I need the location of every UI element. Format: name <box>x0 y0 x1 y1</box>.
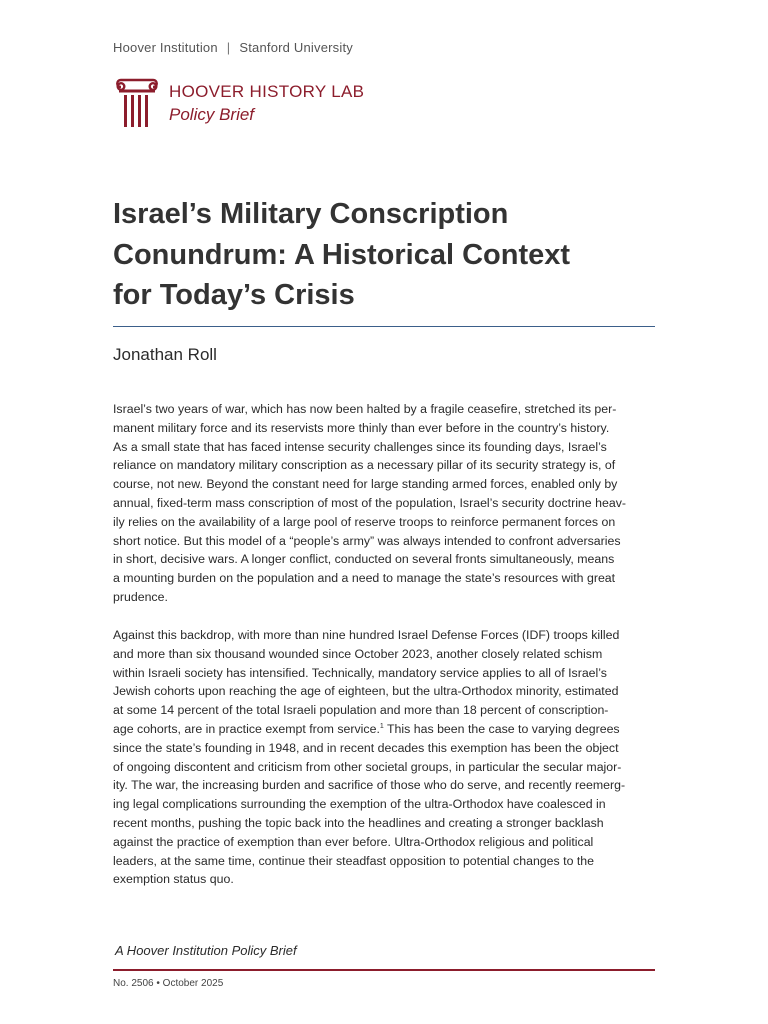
text-line: ing legal complications surrounding the exemption of the ultra-Orthodox have coalesced in <box>113 797 606 812</box>
separator: | <box>226 40 231 55</box>
lab-name: HOOVER HISTORY LAB <box>169 82 365 101</box>
text-line: exemption status quo. <box>113 872 234 887</box>
text-line: at some 14 percent of the total Israeli population and more than 18 percent of conscription- <box>113 703 609 718</box>
text-line: ily relies on the availability of a large pool of reserve troops to reinforce permanent forces on <box>113 514 616 529</box>
university-name: Stanford University <box>239 40 353 55</box>
author-name: Jonathan Roll <box>113 345 217 364</box>
title-line: Israel’s Military Conscription <box>113 198 509 230</box>
text-line: ity. The war, the increasing burden and sacrifice of those who do serve, and recently reemerg- <box>113 778 626 793</box>
text-line: short notice. But this model of a “people’s army” was always intended to confront adversaries <box>113 533 621 548</box>
article-title <box>113 194 673 316</box>
footer-series-label: A Hoover Institution Policy Brief <box>115 943 297 958</box>
text-line: of ongoing discontent and criticism from other societal groups, in particular the secular major- <box>113 759 622 774</box>
text-line: age cohorts, are in practice exempt from service. <box>113 721 380 736</box>
text-line: manent military force and its reservists more thinly than ever before in the country’s history. <box>113 420 610 435</box>
text-line-continuation: This has been the case to varying degrees <box>383 721 620 736</box>
body-paragraph-1 <box>113 400 657 607</box>
text-line: Against this backdrop, with more than nine hundred Israel Defense Forces (IDF) troops killed <box>113 628 620 642</box>
column-capital-icon <box>113 78 161 128</box>
text-line: course, not new. Beyond the constant need for large standing armed forces, enabled only by <box>113 477 618 492</box>
institution-name: Hoover Institution <box>113 40 218 55</box>
title-divider <box>113 326 655 327</box>
issue-and-date <box>113 978 223 989</box>
text-line: leaders, at the same time, continue their steadfast opposition to potential changes to the <box>113 853 595 868</box>
issue-date: October 2025 <box>162 978 224 989</box>
text-line: and more than six thousand wounded since October 2023, another closely related schism <box>113 646 603 661</box>
title-line: for Today’s Crisis <box>113 279 355 311</box>
text-line: recent months, pushing the topic back into the headlines and creating a stronger backlash <box>113 815 604 830</box>
text-line: within Israeli society has intensified. Technically, mandatory service applies to all of Israel’s <box>113 665 607 680</box>
text-line: annual, fixed-term mass conscription of most of the population, Israel’s security doctrine heav- <box>113 495 626 510</box>
text-line: against the practice of exemption than ever before. Ultra-Orthodox religious and political <box>113 834 594 849</box>
footer-divider <box>113 969 655 971</box>
text-line: Israel’s two years of war, which has now been halted by a fragile ceasefire, stretched its per- <box>113 402 617 416</box>
text-line: a mounting burden on the population and a need to manage the state’s resources with great <box>113 571 616 586</box>
hoover-history-lab-logo <box>113 78 364 128</box>
text-line: prudence. <box>113 589 168 604</box>
footnote-marker[interactable]: 1 <box>379 722 384 730</box>
body-paragraph-2 <box>113 626 657 889</box>
text-line: As a small state that has faced intense security challenges since its founding days, Israel’s <box>113 439 607 454</box>
text-line: reliance on mandatory military conscription as a necessary pillar of its security strategy is, of <box>113 458 616 473</box>
top-affiliation-line <box>113 40 353 55</box>
bullet-separator: • <box>156 978 160 989</box>
text-line: since the state’s founding in 1948, and in recent decades this exemption has been the object <box>113 740 619 755</box>
text-line: in short, decisive wars. A longer conflict, conducted on several fronts simultaneously, means <box>113 552 615 567</box>
publication-type: Policy Brief <box>169 105 255 124</box>
text-line: Jewish cohorts upon reaching the age of eighteen, but the ultra-Orthodox minority, estimated <box>113 684 619 699</box>
issue-number: No. 2506 <box>113 978 154 989</box>
title-line: Conundrum: A Historical Context <box>113 238 571 271</box>
